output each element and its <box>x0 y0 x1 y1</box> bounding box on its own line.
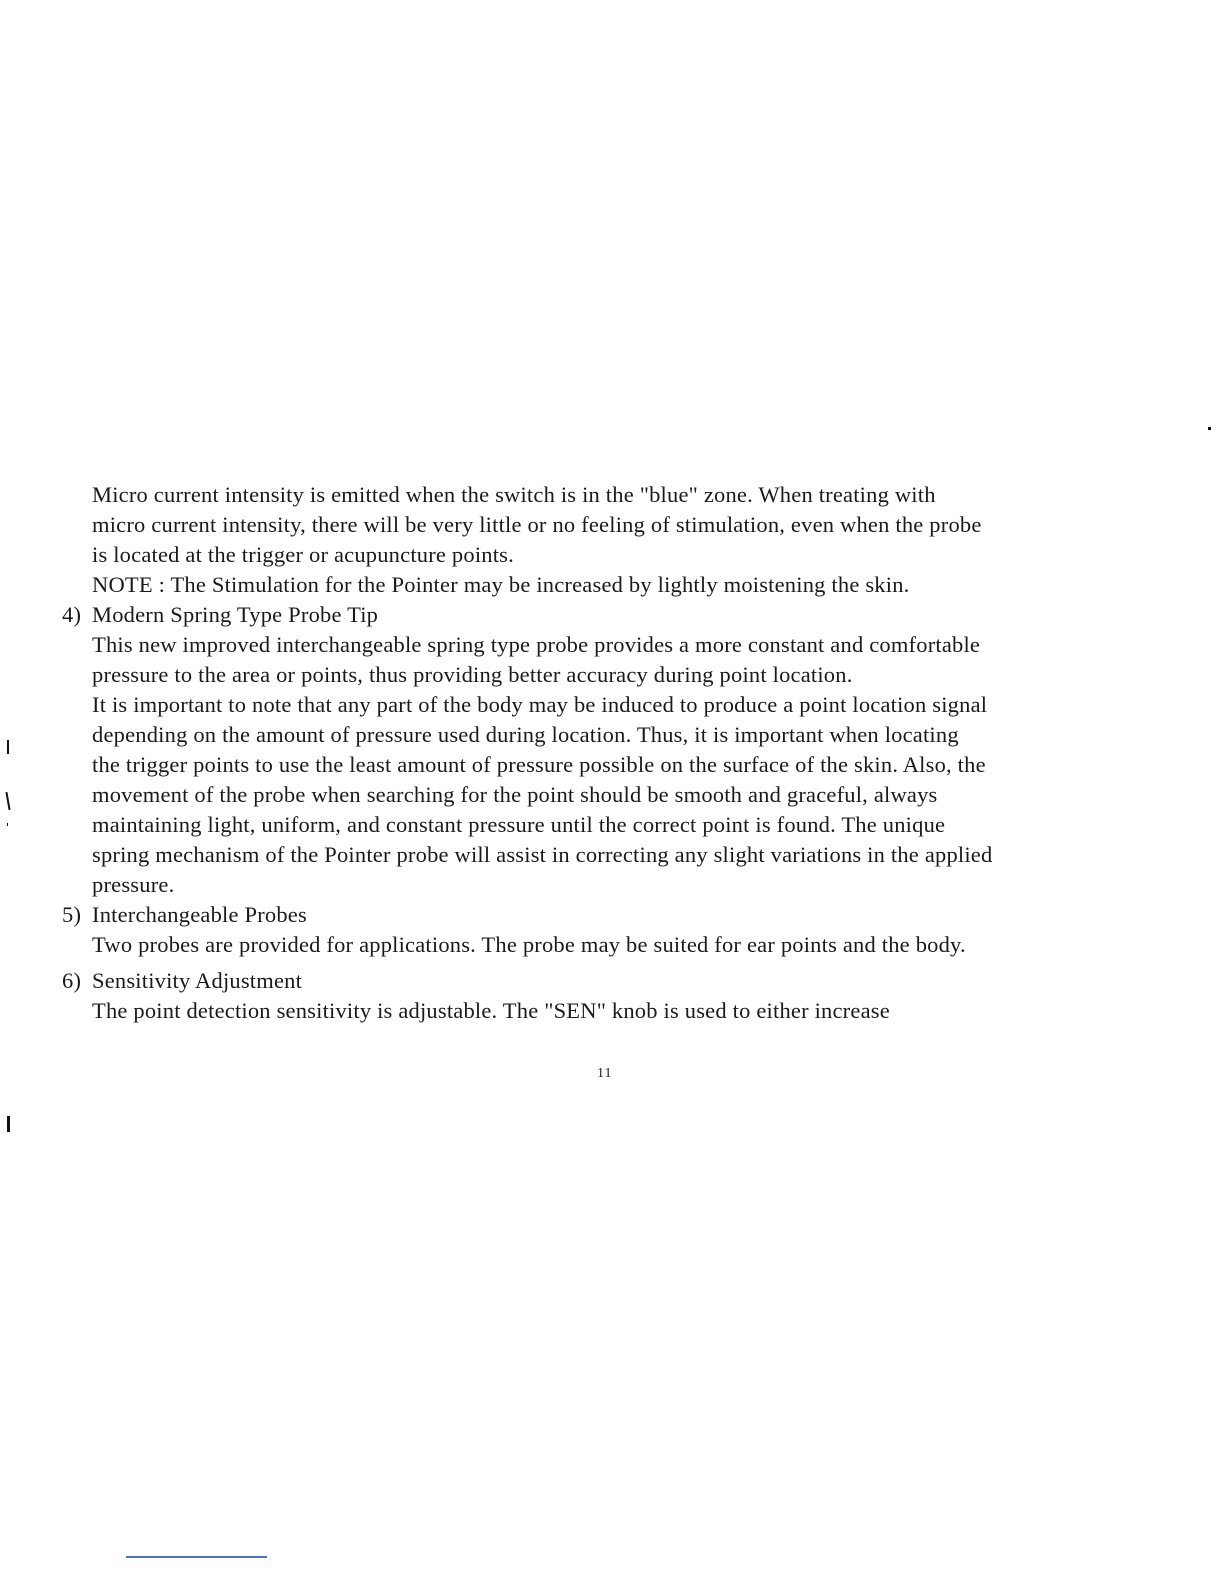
intro-line: Micro current intensity is emitted when the switch is in the "blue" zone. When treating with <box>92 482 936 507</box>
intro-line: is located at the trigger or acupuncture points. <box>92 542 514 567</box>
item-6-heading <box>62 966 1172 996</box>
scan-artifact <box>5 792 10 810</box>
item-4-line: movement of the probe when searching for the point should be smooth and graceful, always <box>92 782 938 807</box>
scan-artifact <box>7 823 8 826</box>
item-4-line: It is important to note that any part of the body may be induced to produce a point location signal <box>92 692 988 717</box>
intro-line: micro current intensity, there will be very little or no feeling of stimulation, even when the probe <box>92 512 982 537</box>
item-4-heading <box>62 600 1172 630</box>
item-6-number: 6) <box>62 968 82 993</box>
item-4-title: Modern Spring Type Probe Tip <box>92 602 379 627</box>
scan-artifact <box>1208 427 1211 430</box>
scan-artifact <box>7 1116 10 1132</box>
scan-artifact <box>7 740 9 754</box>
item-6-line: The point detection sensitivity is adjustable. The "SEN" knob is used to either increase <box>92 998 890 1023</box>
page-number: 11 <box>597 1066 613 1081</box>
item-6-title: Sensitivity Adjustment <box>92 968 303 993</box>
item-4-line: spring mechanism of the Pointer probe will assist in correcting any slight variations in the applied <box>92 842 993 867</box>
item-5-number: 5) <box>62 902 82 927</box>
item-5-title: Interchangeable Probes <box>92 902 307 927</box>
item-5-line: Two probes are provided for applications. The probe may be suited for ear points and the body. <box>92 932 966 957</box>
item-4-line: pressure. <box>92 872 175 897</box>
bottom-rule <box>126 1556 267 1558</box>
note-line: NOTE : The Stimulation for the Pointer may be increased by lightly moistening the skin. <box>92 572 910 597</box>
item-4-line: depending on the amount of pressure used during location. Thus, it is important when locating <box>92 722 959 747</box>
item-4-line: This new improved interchangeable spring type probe provides a more constant and comfortable <box>92 632 981 657</box>
item-5-heading <box>62 900 1172 930</box>
item-4-line: the trigger points to use the least amount of pressure possible on the surface of the skin. Also, the <box>92 752 986 777</box>
item-4-line: pressure to the area or points, thus providing better accuracy during point location. <box>92 662 853 687</box>
item-4-number: 4) <box>62 602 82 627</box>
item-4-line: maintaining light, uniform, and constant pressure until the correct point is found. The unique <box>92 812 946 837</box>
body-text <box>62 480 1172 1026</box>
